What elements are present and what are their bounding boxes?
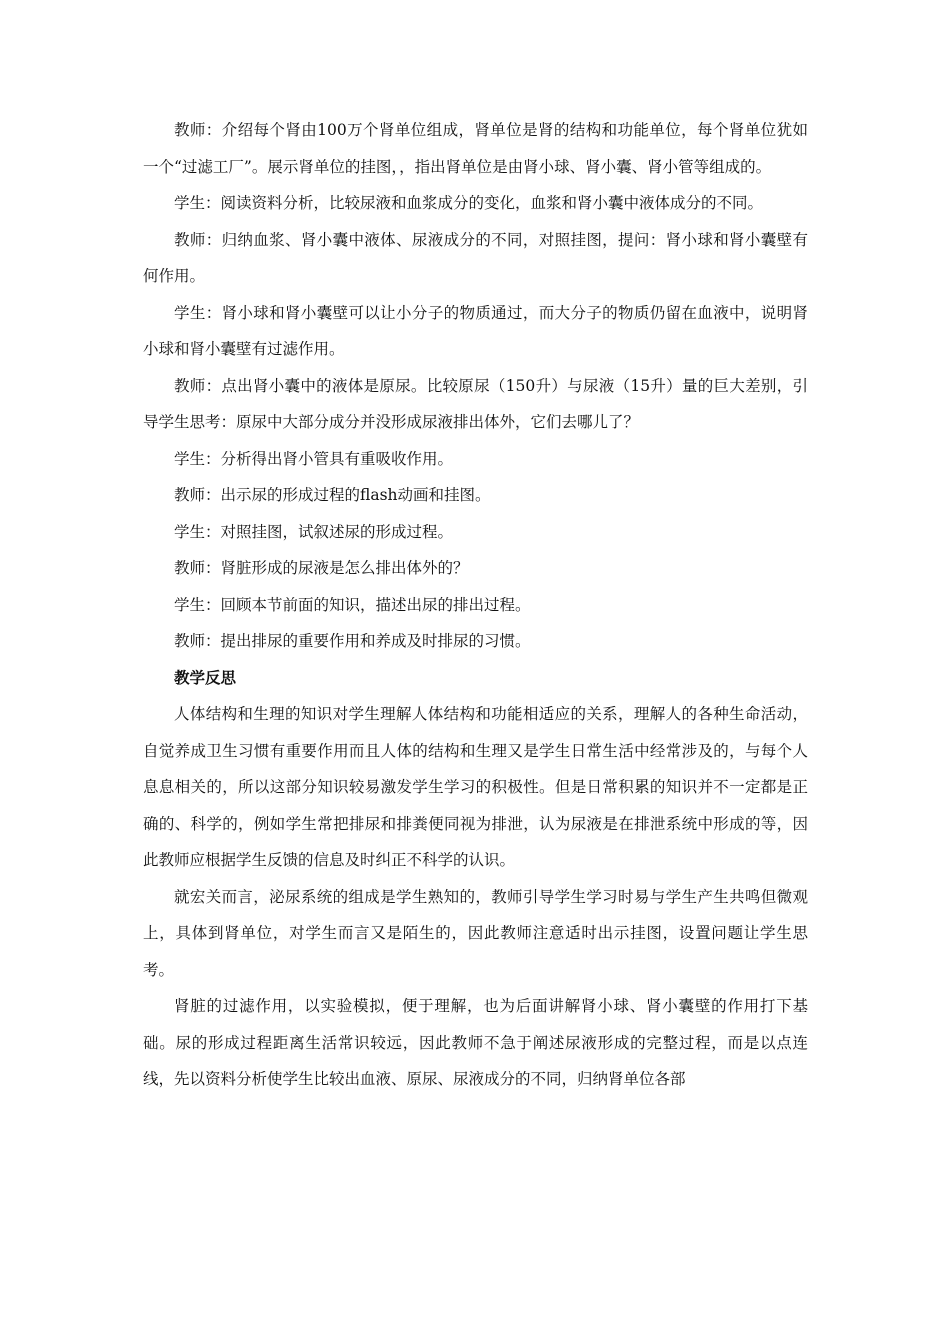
dialogue-paragraph: 学生：阅读资料分析，比较尿液和血浆成分的变化，血浆和肾小囊中液体成分的不同。 (174, 194, 764, 212)
dialogue-paragraph: 教师：出示尿的形成过程的flash动画和挂图。 (174, 486, 491, 504)
dialogue-paragraph: 学生：对照挂图，试叙述尿的形成过程。 (174, 522, 454, 541)
dialogue-paragraph: 学生：肾小球和肾小囊壁可以让小分子的物质通过，而大分子的物质仍留在血液中，说明肾小球和肾小囊壁有过滤作用。 (143, 303, 808, 358)
document-page (143, 112, 808, 1098)
dialogue-paragraph: 学生：分析得出肾小管具有重吸收作用。 (174, 449, 454, 468)
dialogue-paragraph: 教师：提出排尿的重要作用和养成及时排尿的习惯。 (174, 632, 531, 650)
dialogue-paragraph: 教师：肾脏形成的尿液是怎么排出体外的？ (174, 559, 469, 577)
reflection-paragraph: 就宏关而言，泌尿系统的组成是学生熟知的，教师引导学生学习时易与学生产生共鸣但微观上，具体到肾单位，对学生而言又是陌生的，因此教师注意适时出示挂图，设置问题让学生思考。 (143, 887, 808, 979)
reflection-paragraph: 人体结构和生理的知识对学生理解人体结构和功能相适应的关系，理解人的各种生命活动，自觉养成卫生习惯有重要作用而且人体的结构和生理又是学生日常生活中经常涉及的，与每个人息息相关的，所以这部分知识较易激发学生学习的积极性。但是日常积累的知识并不一定都是正确的、科学的，例如学生常把排尿和排粪便同视为排泄，认为尿液是在排泄系统中形成的等，因此教师应根据学生反馈的信息及时纠正不科学的认识。 (143, 705, 808, 869)
dialogue-paragraph: 教师：点出肾小囊中的液体是原尿。比较原尿（150升）与尿液（15升）量的巨大差别，引导学生思考：原尿中大部分成分并没形成尿液排出体外，它们去哪儿了？ (143, 376, 808, 431)
section-heading: 教学反思 (174, 668, 237, 687)
dialogue-paragraph: 教师：归纳血浆、肾小囊中液体、尿液成分的不同，对照挂图，提问：肾小球和肾小囊壁有何作用。 (143, 230, 808, 285)
reflection-paragraph: 肾脏的过滤作用，以实验模拟，便于理解，也为后面讲解肾小球、肾小囊壁的作用打下基础。尿的形成过程距离生活常识较远，因此教师不急于阐述尿液形成的完整过程，而是以点连线，先以资料分析使学生比较出血液、原尿、尿液成分的不同，归纳肾单位各部 (143, 997, 808, 1088)
dialogue-paragraph: 教师：介绍每个肾由100万个肾单位组成，肾单位是肾的结构和功能单位，每个肾单位犹如一个“过滤工厂”。展示肾单位的挂图，，指出肾单位是由肾小球、肾小囊、肾小管等组成的。 (143, 121, 808, 176)
dialogue-paragraph: 学生：回顾本节前面的知识，描述出尿的排出过程。 (174, 595, 531, 614)
